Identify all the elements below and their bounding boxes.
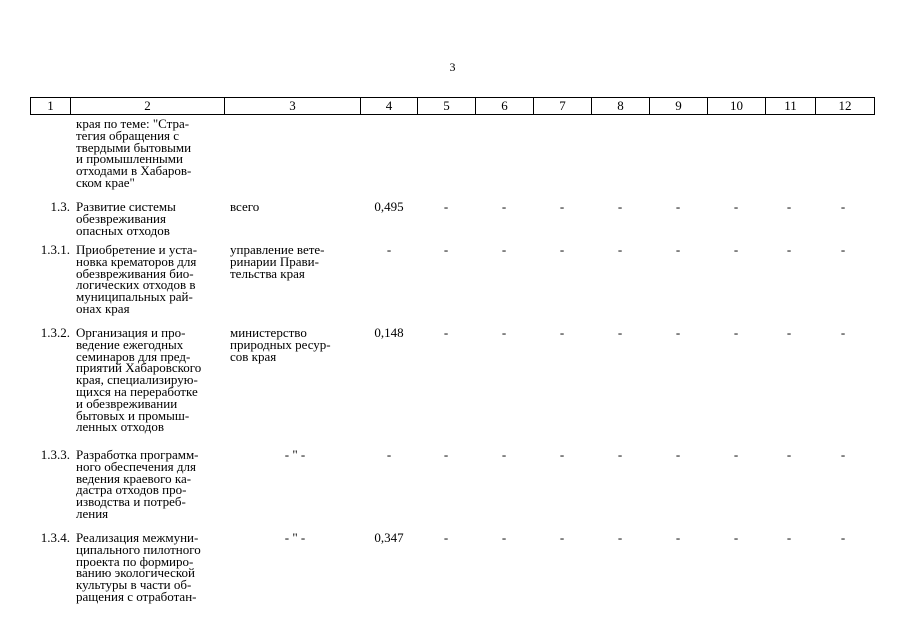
header-col-6: 6 xyxy=(476,98,534,115)
row-executor: - " - xyxy=(284,530,306,545)
row-name: Организация и про- ведение ежегодных семинаров для пред- приятий Хабаровского края, специализирую- щихся на переработке и обезвреживании бытовых и промыш- ленных отходов xyxy=(76,325,202,435)
row-col-7: - xyxy=(559,447,565,462)
row-col-7: - xyxy=(559,199,565,214)
row-executor: министерство природных ресур- сов края xyxy=(230,325,331,364)
row-col-6: - xyxy=(501,199,507,214)
row-number: 1.3.3. xyxy=(40,447,70,462)
header-col-5: 5 xyxy=(418,98,476,115)
header-col-8: 8 xyxy=(592,98,650,115)
header-col-2: 2 xyxy=(71,98,225,115)
row-name: Развитие системы обезвреживания опасных отходов xyxy=(76,199,176,238)
row-executor: управление вете- ринарии Прави- тельства края xyxy=(230,242,325,281)
header-col-9: 9 xyxy=(650,98,708,115)
row-col-10: - xyxy=(733,199,739,214)
header-col-3: 3 xyxy=(225,98,361,115)
row-col-9: - xyxy=(675,447,681,462)
row-name: Приобретение и уста- новка крематоров для обезвреживания био- логических отходов в муниципальных рай- онах края xyxy=(76,242,198,316)
row-col-10: - xyxy=(733,530,739,545)
row-number: 1.3. xyxy=(50,199,70,214)
row-col-9: - xyxy=(675,530,681,545)
row-col-11: - xyxy=(786,242,792,257)
row-col-11: - xyxy=(786,530,792,545)
row-col-5: - xyxy=(443,325,449,340)
header-col-11: 11 xyxy=(766,98,816,115)
row-col-11: - xyxy=(786,325,792,340)
row-col-8: - xyxy=(617,325,623,340)
row-col-11: - xyxy=(786,199,792,214)
row-col-8: - xyxy=(617,199,623,214)
row-col-6: - xyxy=(501,242,507,257)
header-col-1: 1 xyxy=(31,98,71,115)
row-col-7: - xyxy=(559,325,565,340)
row-col-12: - xyxy=(840,242,846,257)
row-col-5: - xyxy=(443,199,449,214)
row-col-5: - xyxy=(443,447,449,462)
row-col-4: 0,495 xyxy=(374,199,404,214)
header-col-7: 7 xyxy=(534,98,592,115)
row-col-4: - xyxy=(386,447,392,462)
header-col-4: 4 xyxy=(361,98,418,115)
row-col-7: - xyxy=(559,530,565,545)
row-col-11: - xyxy=(786,447,792,462)
column-header-row xyxy=(30,97,875,115)
row-col-10: - xyxy=(733,325,739,340)
row-col-12: - xyxy=(840,447,846,462)
row-col-12: - xyxy=(840,199,846,214)
row-col-4: 0,347 xyxy=(374,530,404,545)
row-col-6: - xyxy=(501,447,507,462)
row-col-7: - xyxy=(559,242,565,257)
row-col-4: 0,148 xyxy=(374,325,404,340)
row-col-12: - xyxy=(840,325,846,340)
row-executor: - " - xyxy=(284,447,306,462)
row-col-9: - xyxy=(675,325,681,340)
row-number: 1.3.4. xyxy=(40,530,70,545)
row-col-8: - xyxy=(617,447,623,462)
row-executor: всего xyxy=(230,199,260,214)
page-number: 3 xyxy=(449,60,456,74)
row-number: 1.3.2. xyxy=(40,325,70,340)
row-col-5: - xyxy=(443,242,449,257)
row-col-8: - xyxy=(617,530,623,545)
row-col-12: - xyxy=(840,530,846,545)
row-number: 1.3.1. xyxy=(40,242,70,257)
row-col-10: - xyxy=(733,447,739,462)
row-col-5: - xyxy=(443,530,449,545)
row-name: Разработка программ- ного обеспечения для ведения краевого ка- дастра отходов про- изводства и потреб- ления xyxy=(76,447,199,521)
row-name: Реализация межмуни- ципального пилотного проекта по формиро- ванию экологической культуры в части об- ращения с отработан- xyxy=(76,530,201,604)
continuation-text: края по теме: "Стра- тегия обращения с твердыми бытовыми и промышленными отходами в Хабаров- ском крае" xyxy=(76,116,192,190)
row-col-10: - xyxy=(733,242,739,257)
row-col-9: - xyxy=(675,199,681,214)
header-col-12: 12 xyxy=(816,98,875,115)
header-col-10: 10 xyxy=(708,98,766,115)
row-col-8: - xyxy=(617,242,623,257)
row-col-9: - xyxy=(675,242,681,257)
row-col-4: - xyxy=(386,242,392,257)
row-col-6: - xyxy=(501,325,507,340)
row-col-6: - xyxy=(501,530,507,545)
